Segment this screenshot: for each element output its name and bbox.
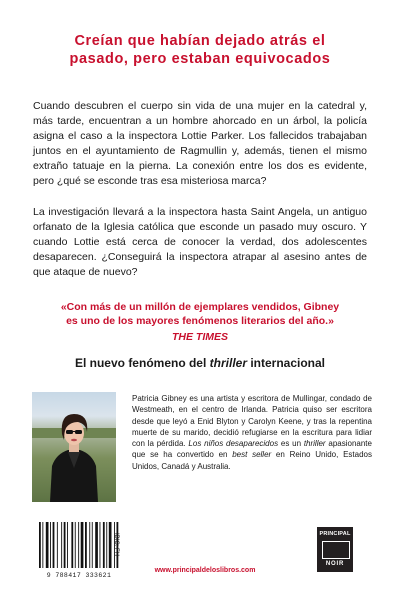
review-quote-line-1: «Con más de un millón de ejemplares vendidos, Gibney: [60, 301, 340, 313]
headline: [22, 32, 378, 68]
barcode-bar: [109, 522, 112, 568]
author-portrait-illustration: [32, 392, 116, 502]
barcode-bar: [95, 522, 98, 568]
tagline: [26, 355, 374, 371]
barcode: [33, 520, 125, 580]
barcode-bar: [71, 522, 73, 568]
synopsis-paragraph-2: La investigación llevará a la inspectora hasta Saint Angela, un antiguo orfanato de la Iglesia católica que esconde un pasado muy oscuro. Y cuando Lottie está cerca de conocer la verdad, dos adolescentes desaparecen. ¿Conseguirá la inspectora atrapar al asesino antes de que ataque de nuevo?: [33, 206, 367, 278]
publisher-logo-bottom: NOIR: [325, 561, 345, 567]
barcode-bar: [53, 522, 55, 568]
barcode-bars: [33, 520, 125, 572]
barcode-digits: 9 788417 333621: [46, 572, 112, 579]
barcode-bar: [100, 522, 101, 568]
author-bio-part-1: Patricia Gibney es una artista y escritora de Mullingar, condado de Westmeath, en el centro de Irlanda. Patricia quiso ser escritora desde que leyó a Enid Blyton y Carolyn Keene, y tras la repentina muerte de su marido, decidió refugiarse en la escritura para lidiar con la pérdida.: [132, 394, 372, 449]
headline-line-1: Creían que habían dejado atrás el: [74, 33, 326, 49]
author-bio-part-2: es un: [278, 439, 304, 449]
review-quote-line-2: es uno de los mayores fenómenos literarios del año.»: [66, 315, 334, 327]
author-bio-bestseller: best seller: [232, 450, 272, 460]
barcode-bar: [61, 522, 62, 568]
book-title: Los niños desaparecidos: [188, 439, 279, 449]
author-photo: [32, 392, 116, 502]
ibic-classification: IBIC: FH: [113, 533, 119, 557]
review-source: THE TIMES: [171, 331, 228, 343]
barcode-bar: [89, 522, 90, 568]
barcode-bar: [81, 522, 84, 568]
barcode-bar: [106, 522, 107, 568]
publisher-website[interactable]: www.principaldeloslibros.com: [154, 567, 256, 574]
tagline-emphasis: thriller: [209, 356, 247, 370]
barcode-bar: [78, 522, 79, 568]
author-bio-part-3: apasionante que se ha convertido en: [132, 439, 372, 460]
publisher-logo-emblem: [322, 541, 350, 559]
barcode-bar: [85, 522, 87, 568]
headline-line-2: pasado, pero estaban equivocados: [69, 51, 331, 67]
barcode-bar: [42, 522, 43, 568]
barcode-bar: [64, 522, 66, 568]
barcode-bar: [67, 522, 68, 568]
author-bio-part-4: en Reino Unido, Estados Unidos, Canadá y Australia.: [132, 450, 372, 471]
tagline-after: internacional: [247, 356, 326, 370]
barcode-bar: [92, 522, 93, 568]
author-bio-genre: thriller: [303, 439, 326, 449]
publisher-logo: [317, 527, 353, 572]
barcode-bar: [39, 522, 41, 568]
publisher-logo-top: PRINCIPAL: [319, 531, 351, 537]
synopsis-paragraph-1: Cuando descubren el cuerpo sin vida de una mujer en la catedral y, más tarde, encuentran a un hombre ahorcado en un árbol, la policía asigna el caso a la inspectora Lottie Parker. Los fallecidos trabajaban juntos en el ayuntamiento de Ragmullin y, además, tienen el mismo extraño tatuaje en la pierna. La conexión entre los dos es evidente, pero ¿qué se esconde tras esa misteriosa marca?: [33, 100, 367, 187]
author-bio: [132, 393, 372, 472]
barcode-bar: [75, 522, 76, 568]
review-quote: [26, 300, 374, 328]
barcode-bar: [57, 522, 58, 568]
barcode-bar: [103, 522, 105, 568]
barcode-bar: [50, 522, 51, 568]
barcode-bar: [46, 522, 49, 568]
tagline-before: El nuevo fenómeno del: [74, 356, 210, 370]
